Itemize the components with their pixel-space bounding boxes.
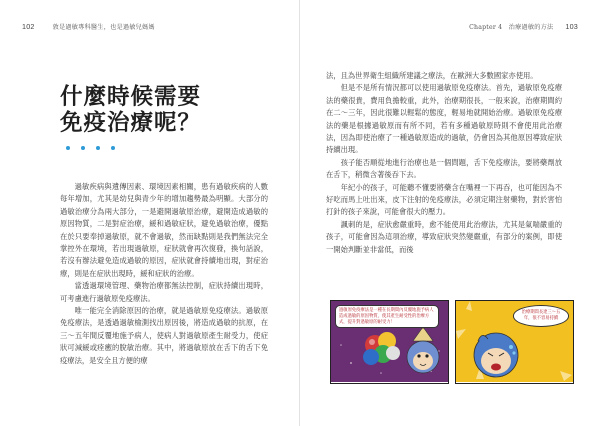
comic-panel-allergen-molecules [330,300,449,384]
body-paragraph: 但是不是所有情況都可以使用過敏原免疫療法。首先，過敏原免疫療法的藥很貴，費用負擔較重，此外，治療期很長，一般來說，治療期間約在二～三年，因此很難以輕鬆的態度，輕易地就開始治療。過敏原免疫療法的藥是根據過敏原而有所不同，若有多種過敏原時則不會使用此治療法，因為即使治療了一種過敏原造成的過敏，仍會因為其他原因導致症狀持續出現。 [326,83,562,155]
left-body-text [60,181,268,367]
body-paragraph: 諷刺的是，症狀愈嚴重時，愈不能使用此治療法，尤其是氣喘嚴重的孩子，可能會因為這項治療，導致症狀突然變嚴重，有部分的案例，即使一開始判斷並非當低，而後 [326,219,562,254]
comic-strip [330,300,574,384]
left-running-head [22,22,155,31]
ornament-dot [96,146,100,150]
ornament-dot [111,146,115,150]
right-page-number: 103 [565,22,578,31]
comic-panel-distressed-character [455,300,574,384]
body-paragraph: 法，且為世界衛生組織所建議之療法，在歐洲大多數國家亦使用。 [326,71,538,80]
left-page-number: 102 [22,22,35,31]
right-page [300,0,600,426]
title-dots-ornament [66,146,201,150]
ornament-dot [81,146,85,150]
comic-speech-bubble: 治療期間長達三～五年，很不容易持續 [513,305,569,327]
section-title-line-1: 什麼時候需要 [60,84,202,110]
comic-speech-bubble: 過敏原免疫療法是一種在長期間內反覆地施予病人造成過敏的原因物質，使其產生耐受性的治療方式，提升對過敏原的耐受力！ [335,305,439,328]
section-title-block [60,84,201,150]
body-paragraph: 唯一能完全消除原因的治療，就是過敏原免疫療法。過敏原免疫療法，是透過過敏檢測找出原因後，將造成過敏的抗原，在三～五年間反覆地施予病人，使病人對過敏原產生耐受力，使症狀可減緩或痊癒的脫敏治療。其中，將過敏原放在舌下的舌下免疫療法，是安全且方便的療 [60,306,268,365]
distressed-character-icon [474,333,518,377]
section-title-line-2: 免疫治療呢？ [60,110,202,136]
ornament-dot [66,146,70,150]
body-paragraph: 年紀小的孩子，可能聽不懂要將藥含在嘴裡一下再吞，也可能因為不好吃而馬上吐出來，皮下注射的免疫療法，必須定期注射藥物，對於害怕打針的孩子來說，可能會很大的壓力。 [326,182,562,217]
body-paragraph: 孩子能否順從地進行治療也是一個問題，舌下免疫療法，要將藥劑放在舌下，稍微含著後吞下去。 [326,157,562,180]
right-running-head [469,22,578,31]
right-body-text [326,70,562,256]
left-running-head-text: 敦是過敏專科醫生，也是過敏兒媽媽 [52,24,155,31]
body-paragraph: 當透過環境管理、藥物治療都無法控制，症狀持續出現時，可考慮進行過敏原免疫療法。 [60,281,268,303]
body-paragraph: 過敏疾病與遺傳因素、環境因素相關，患有過敏疾病的人數每年增加，尤其是幼兒與青少年的增加趨勢最為明顯。大部分的過敏治療分為兩大部分，一是避開過敏原治療，避開造成過敏的原因物質，二是對症治療，緩和過敏症狀，避免過敏治療，優點在於只要奉掉過敏原，就不會過敏，然而缺點則是我們無法完全掌控外在環境，若出現過敏原，症狀就會再次復發，換句話說，若沒有辦法避免造成過敏的原因，症狀就會持續地出現，對症治療，則是在症狀出現時，緩和症狀的治療。 [60,182,268,278]
right-running-head-text: Chapter 4 治療過敏的方法 [469,24,554,31]
